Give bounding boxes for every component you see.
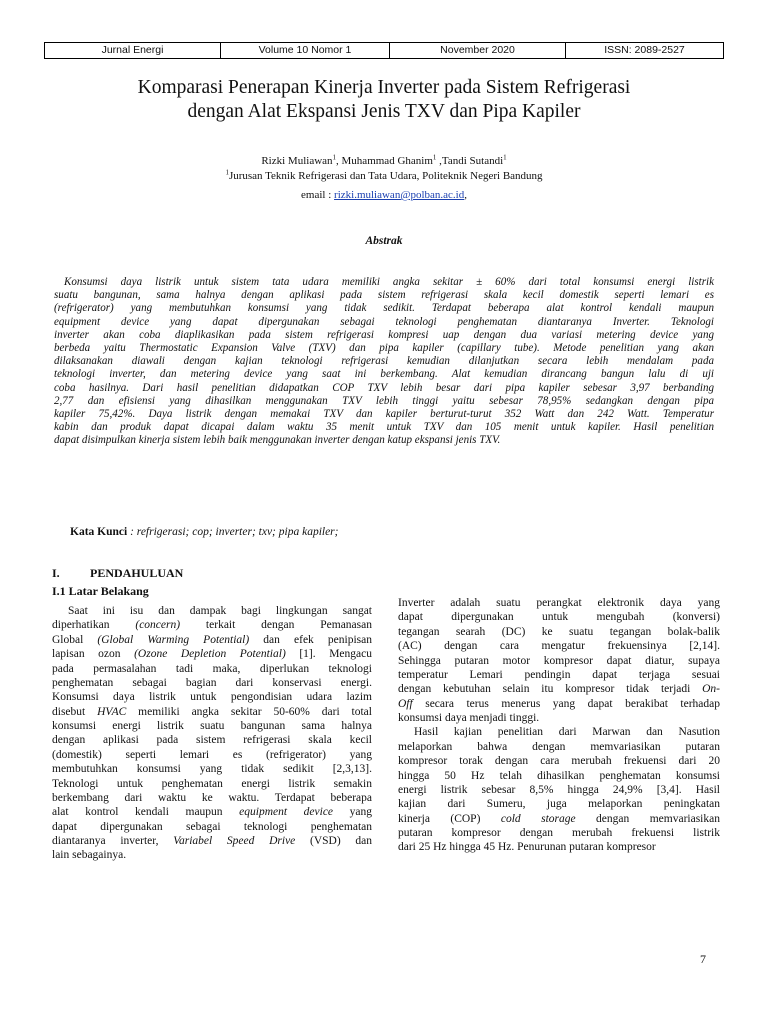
- text-line: Teknologi untuk penghematan energi listrik semakin: [52, 777, 372, 790]
- text-line: Global (Global Warming Potential) dan efek penipisan: [52, 633, 372, 646]
- text-line: diperhatikan (concern) terkait dengan Pemanasan: [52, 619, 372, 632]
- text-line: konsumsi daya menjadi tinggi.: [398, 712, 540, 724]
- abstract-line: equipment device yang dapat dipergunakan sebagai teknologi penghematan diantaranya Inverter. Teknologi: [54, 315, 714, 328]
- journal-header: [44, 42, 724, 59]
- abstract-line: kapiler 75,42%. Daya listrik dengan memakai TXV dan kapiler berturut-turut 352 Watt dan 242 Watt. Temperatur: [54, 408, 714, 421]
- text-line: disebut HVAC memiliki angka sekitar 50-60% dari total: [52, 705, 372, 718]
- abstract-line: coba hasilnya. Dari hasil penelitian didapatkan COP TXV lebih besar dari pipa kapiler sebesar 3,97 berbanding: [54, 381, 714, 394]
- title-line: Komparasi Penerapan Kinerja Inverter pada Sistem Refrigerasi: [137, 77, 631, 98]
- keywords-label: Kata Kunci: [70, 526, 128, 538]
- text-line: lapisan ozon (Ozone Depletion Potential) [1]. Mengacu: [52, 648, 372, 661]
- text-line: kajian dari Sumeru, juga melaporkan peningkatan: [398, 798, 720, 811]
- author-name: , Muhammad Ghanim: [336, 155, 433, 167]
- text-line: Saat ini isu dan dampak bagi lingkungan sangat: [68, 605, 372, 617]
- text-line: konsumsi energi listrik suatu bangunan sama halnya: [52, 720, 372, 732]
- affiliation-text: Jurusan Teknik Refrigerasi dan Tata Udara, Politeknik Negeri Bandung: [228, 170, 543, 182]
- text-line: Sehingga putaran motor kompresor dapat diatur, supaya: [398, 654, 720, 667]
- text-line: dari 25 Hz hingga 45 Hz. Penurunan putaran kompresor: [398, 841, 656, 854]
- affiliation-superscript: 1: [225, 168, 229, 177]
- journal-date: November 2020: [390, 43, 566, 58]
- text-line: melaporkan bahwa dengan memvariasikan putaran: [398, 740, 720, 753]
- abstract-line: suatu bangunan, sama halnya dengan aplikasi pada sistem refrigerasi skala kecil domestik seperti lemari es: [54, 289, 714, 302]
- journal-issn: ISSN: 2089-2527: [604, 44, 685, 56]
- section-title: PENDAHULUAN: [90, 566, 184, 580]
- abstract-line: dapat disimpulkan kinerja sistem lebih baik menggunakan inverter dengan katup ekspansi jenis TXV.: [54, 434, 501, 447]
- abstract-line: Konsumsi daya listrik untuk sistem tata udara memiliki angka sekitar ± 60% dari total konsumsi energi listrik: [64, 276, 714, 288]
- text-line: membutuhkan konsumsi yang tidak sedikit [2,3,13].: [52, 763, 372, 776]
- text-line: putaran kompresor dengan merubah frekuensi listrik: [398, 827, 720, 839]
- email-link[interactable]: rizki.muliawan@polban.ac.id: [334, 189, 465, 201]
- right-column: [398, 596, 720, 855]
- email-suffix: ,: [464, 189, 467, 201]
- text-line: kinerja (COP) cold storage dengan memvariasikan: [398, 812, 720, 825]
- author-superscript: 1: [432, 153, 437, 162]
- keywords: [70, 526, 339, 538]
- journal-name: Jurnal Energi: [45, 43, 221, 58]
- author-name: ,Tandi Sutandi: [436, 155, 504, 167]
- abstract-line: (refrigerator) yang membutuhkan konsumsi yang tidak sedikit. Terdapat beberapa alat kontrol kendali maupun: [54, 302, 714, 315]
- author-superscript: 1: [332, 153, 337, 162]
- section-number: I.: [52, 566, 60, 580]
- text-line: diantaranya inverter, Variabel Speed Drive (VSD) dan: [52, 835, 372, 847]
- text-line: pada permasalahan tadi maka, diperlukan teknologi: [52, 662, 372, 675]
- text-line: energi listrik sebesar 8,5% hingga 24,9% [3,4]. Hasil: [398, 783, 720, 796]
- email-label: email :: [301, 189, 335, 201]
- text-line: (AC) dengan cara mengatur frekuensinya [2,14].: [398, 640, 720, 653]
- author-list: [40, 154, 728, 168]
- text-line: (domestik) seperti lemari es (refrigerator) yang: [52, 748, 372, 761]
- text-line: Inverter adalah suatu perangkat elektronik daya yang: [398, 597, 720, 609]
- text-line: tegangan searah (DC) ke suatu tegangan bolak-balik: [398, 625, 720, 638]
- text-line: Off secara terus menerus yang dapat berakibat terhadap: [398, 697, 720, 710]
- text-line: berkembang dari waktu ke waktu. Terdapat beberapa: [52, 791, 372, 804]
- text-line: kompresor torak dengan cara merubah frekuensi dari 20: [398, 755, 720, 768]
- abstract-line: kabin dan produk dapat dicapai dalam waktu 35 menit untuk TXV dan 105 menit untuk kapiler. Hasil penelitian: [54, 421, 714, 434]
- journal-volume: Volume 10 Nomor 1: [221, 43, 390, 58]
- text-line: temperatur Lemari pendingin dapat terjaga sesuai: [398, 668, 720, 681]
- text-line: hingga 50 Hz telah dihasilkan penghematan konsumsi: [398, 769, 720, 782]
- abstract-heading: Abstrak: [365, 235, 403, 247]
- text-line: Hasil kajian penelitian dari Marwan dan Nasution: [414, 726, 720, 739]
- keywords-text: : refrigerasi; cop; inverter; txv; pipa kapiler;: [127, 526, 339, 538]
- text-line: dapat dipergunakan untuk mengubah (konversi): [398, 611, 720, 624]
- left-column: [52, 604, 372, 863]
- section-heading: [52, 566, 183, 581]
- title-line: dengan Alat Ekspansi Jenis TXV dan Pipa Kapiler: [187, 101, 581, 122]
- abstract-line: dilaksanakan diawali dengan kajian teknologi refrigerasi kemudian dilanjutkan secara lebih mendalam pada: [54, 355, 714, 368]
- email-line: [40, 188, 728, 202]
- affiliation: [40, 169, 728, 183]
- abstract-line: berbeda yaitu Thermostatic Expansion Valve (TXV) dan pipa kapiler (capillary tube). Metode penelitian yang akan: [54, 342, 714, 355]
- text-line: Konsumsi daya listrik untuk pengondisian udara lazim: [52, 691, 372, 704]
- paper-title: [40, 76, 728, 124]
- abstract-line: 2,77 dan efisiensi yang dihasilkan menggunakan TXV lebih tinggi yaitu sebesar 78,95% sedangkan dengan pipa: [54, 394, 714, 407]
- abstract-line: teknologi inverter, dan metering device yang saat ini berkembang. Alat kemudian dirancang bangun lalu di uji: [54, 368, 714, 381]
- abstract-line: inverter akan coba diaplikasikan pada sistem refrigerasi kompresi uap dengan dua variasi metering device yang: [54, 328, 714, 341]
- page-number: 7: [700, 952, 706, 966]
- author-superscript: 1: [503, 153, 507, 162]
- text-line: lain sebagainya.: [52, 849, 127, 862]
- author-name: Rizki Muliawan: [261, 155, 333, 167]
- text-line: dengan kebutuhan selain itu kompresor tidak terjadi On-: [398, 683, 720, 696]
- text-line: dapat dipergunakan sebagai teknologi penghematan: [52, 820, 372, 833]
- subsection-heading: I.1 Latar Belakang: [52, 584, 149, 598]
- text-line: alat kontrol kendali maupun equipment device yang: [52, 806, 372, 819]
- text-line: penghematan sebagai bagian dari konservasi energi.: [52, 676, 372, 689]
- text-line: dengan aplikasi pada sistem refrigerasi skala kecil: [52, 734, 372, 747]
- abstract-body: [54, 276, 714, 448]
